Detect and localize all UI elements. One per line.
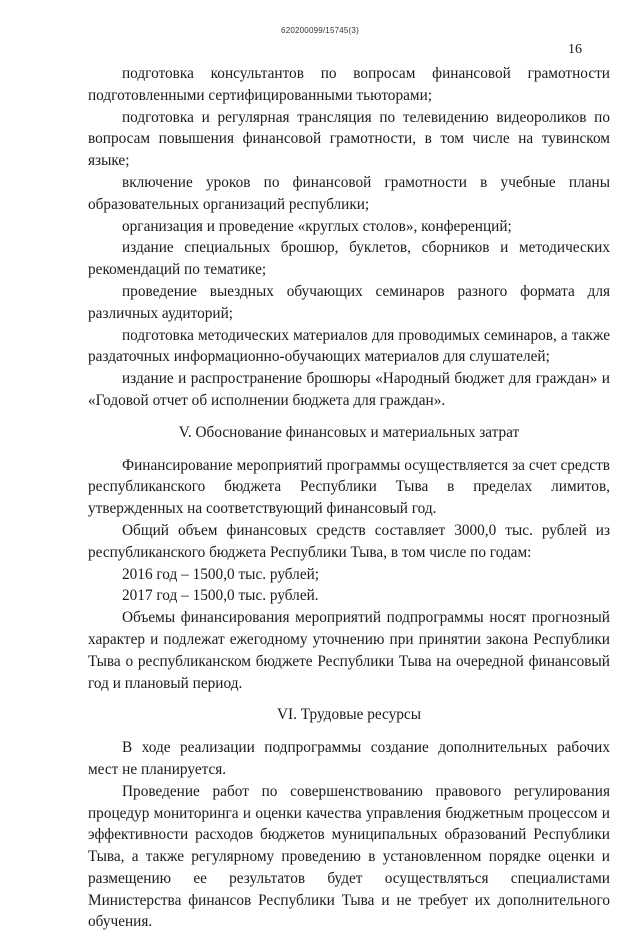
list-item: издание и распространение брошюры «Народный бюджет для граждан» и «Годовой отчет об исполнении бюджета для граждан». [88,370,610,409]
paragraph: 2016 год – 1500,0 тыс. рублей; [122,565,320,583]
paragraph: Объемы финансирования мероприятий подпрограммы носят прогнозный характер и подлежат ежегодному уточнению при принятии закона Республики Тыва о республиканском бюджете Республики Тыва на очередной финансовый год и плановый период. [88,609,610,692]
list-item: проведение выездных обучающих семинаров разного формата для различных аудиторий; [88,282,610,322]
list-item: включение уроков по финансовой грамотности в учебные планы образовательных организаций республики; [88,173,610,213]
list-item: подготовка методических материалов для проводимых семинаров, а также раздаточных информационно-обучающих материалов для слушателей; [88,326,610,366]
paragraph: В ходе реализации подпрограммы создание дополнительных рабочих мест не планируется. [88,739,610,778]
list-item: подготовка и регулярная трансляция по телевидению видеороликов по вопросам повышения финансовой грамотности, в том числе на тувинском языке; [88,108,610,170]
document-id: 620200099/15745(3) [281,26,359,35]
page-number: 16 [568,42,582,57]
paragraph: Проведение работ по совершенствованию правового регулирования процедур мониторинга и оценки качества управления бюджетным процессом и эффективности расходов бюджетов муниципальных образований Республики Тыва, а также регулярному проведению в установленном порядке оценки и размещению ее результатов будет осуществляться специалистами Министерства финансов Республики Тыва и не требует их дополнительного обучения. [88,782,610,931]
section-heading-financial-costs: V. Обоснование финансовых и материальных затрат [178,423,520,441]
list-item: подготовка консультантов по вопросам финансовой грамотности подготовленными сертифицированными тьюторами; [88,65,610,104]
list-item: организация и проведение «круглых столов», конференций; [122,217,512,235]
document-body [88,63,610,933]
paragraph: 2017 год – 1500,0 тыс. рублей. [122,587,319,605]
paragraph: Общий объем финансовых средств составляет 3000,0 тыс. рублей из республиканского бюджета Республики Тыва, в том числе по годам: [88,521,610,561]
list-item: издание специальных брошюр, буклетов, сборников и методических рекомендаций по тематике; [88,239,610,279]
section-heading-labor-resources: VI. Трудовые ресурсы [277,706,421,724]
paragraph: Финансирование мероприятий программы осуществляется за счет средств республиканского бюджета Республики Тыва в пределах лимитов, утвержденных на соответствующий финансовый год. [88,456,610,518]
